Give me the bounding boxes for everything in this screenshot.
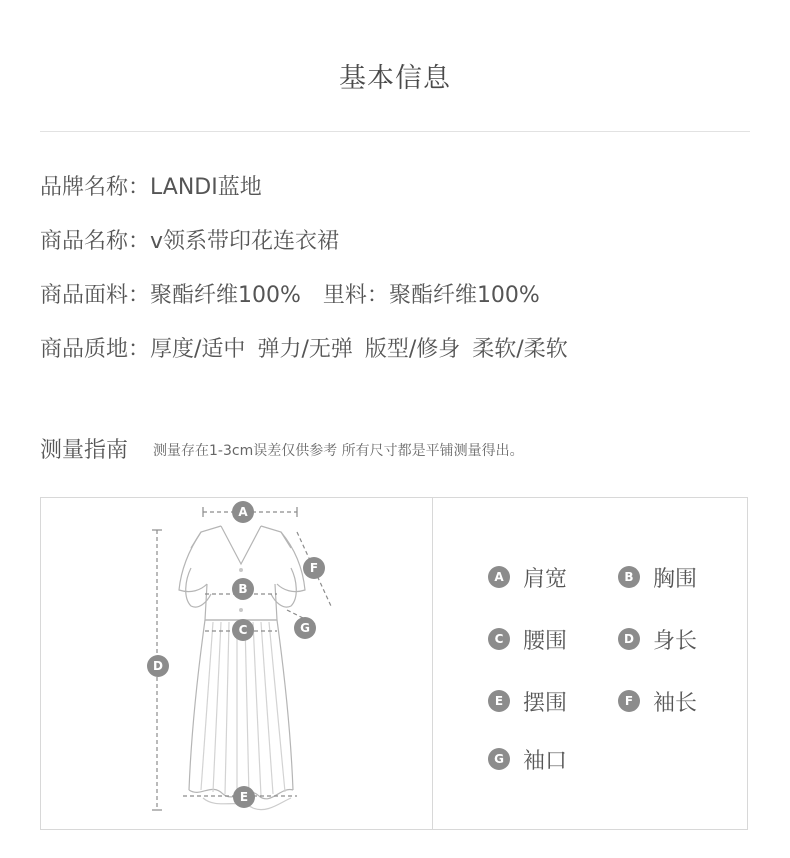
pleat-line [253,622,261,796]
legend-label: 摆围 [523,690,568,716]
legend-label: 身长 [653,628,698,654]
texture-softness: 柔软/柔软 [472,337,568,362]
legend-item-a [488,562,567,592]
marker-e: E [233,786,255,808]
legend-label: 袖口 [523,748,568,774]
button-dot [239,568,243,572]
pleat-line [201,622,213,790]
pleat-line [245,622,249,796]
marker-g: G [294,617,316,639]
legend-marker: E [488,690,510,712]
legend-marker: B [618,566,640,588]
pleat-line [225,622,229,794]
info-row-fabric [40,278,540,309]
skirt-right-edge [277,620,293,790]
marker-d: D [147,655,169,677]
legend-item-d [618,624,697,654]
fabric-value: 聚酯纤维100% [150,283,301,308]
title-divider [40,131,750,132]
legend-item-e [488,686,567,716]
marker-f: F [303,557,325,579]
texture-fit: 版型/修身 [364,337,461,362]
legend-item-c [488,624,567,654]
legend-label: 腰围 [523,628,568,654]
texture-thickness: 厚度/适中 [150,337,246,362]
legend-marker: C [488,628,510,650]
info-row-name [40,224,339,255]
guide-note: 测量存在1-3cm误差仅供参考 所有尺寸都是平铺测量得出。 [153,443,524,459]
legend-marker: A [488,566,510,588]
lining-value: 聚酯纤维100% [388,283,540,308]
panel-divider [432,497,433,830]
legend-item-g [488,744,567,774]
legend-marker: G [488,748,510,770]
name-value: v领系带印花连衣裙 [150,229,340,254]
legend-label: 袖长 [653,690,698,716]
marker-c: C [232,619,254,641]
v-neckline [221,526,261,564]
pleat-line [213,622,221,792]
guide-title: 测量指南 [40,438,129,463]
dress-sketch [41,498,431,828]
left-sleeve [179,532,207,592]
legend-marker: D [618,628,640,650]
legend-label: 胸围 [653,566,698,592]
legend-marker: F [618,690,640,712]
lining-label: 里料： [322,283,389,308]
legend-item-f [618,686,697,716]
name-label: 商品名称： [40,229,151,254]
button-dot [239,608,243,612]
right-shoulder-line [261,526,291,548]
page-title: 基本信息 [339,63,451,94]
left-shoulder-line [191,526,221,548]
marker-b: B [232,578,254,600]
marker-a: A [232,501,254,523]
legend-label: 肩宽 [523,566,568,592]
info-row-texture [40,332,568,363]
brand-value: LANDI蓝地 [150,175,262,200]
fabric-label: 商品面料： [40,283,151,308]
texture-label: 商品质地： [40,337,151,362]
texture-elasticity: 弹力/无弹 [257,337,353,362]
legend-item-b [618,562,697,592]
info-row-brand [40,170,262,201]
brand-label: 品牌名称： [40,175,151,200]
